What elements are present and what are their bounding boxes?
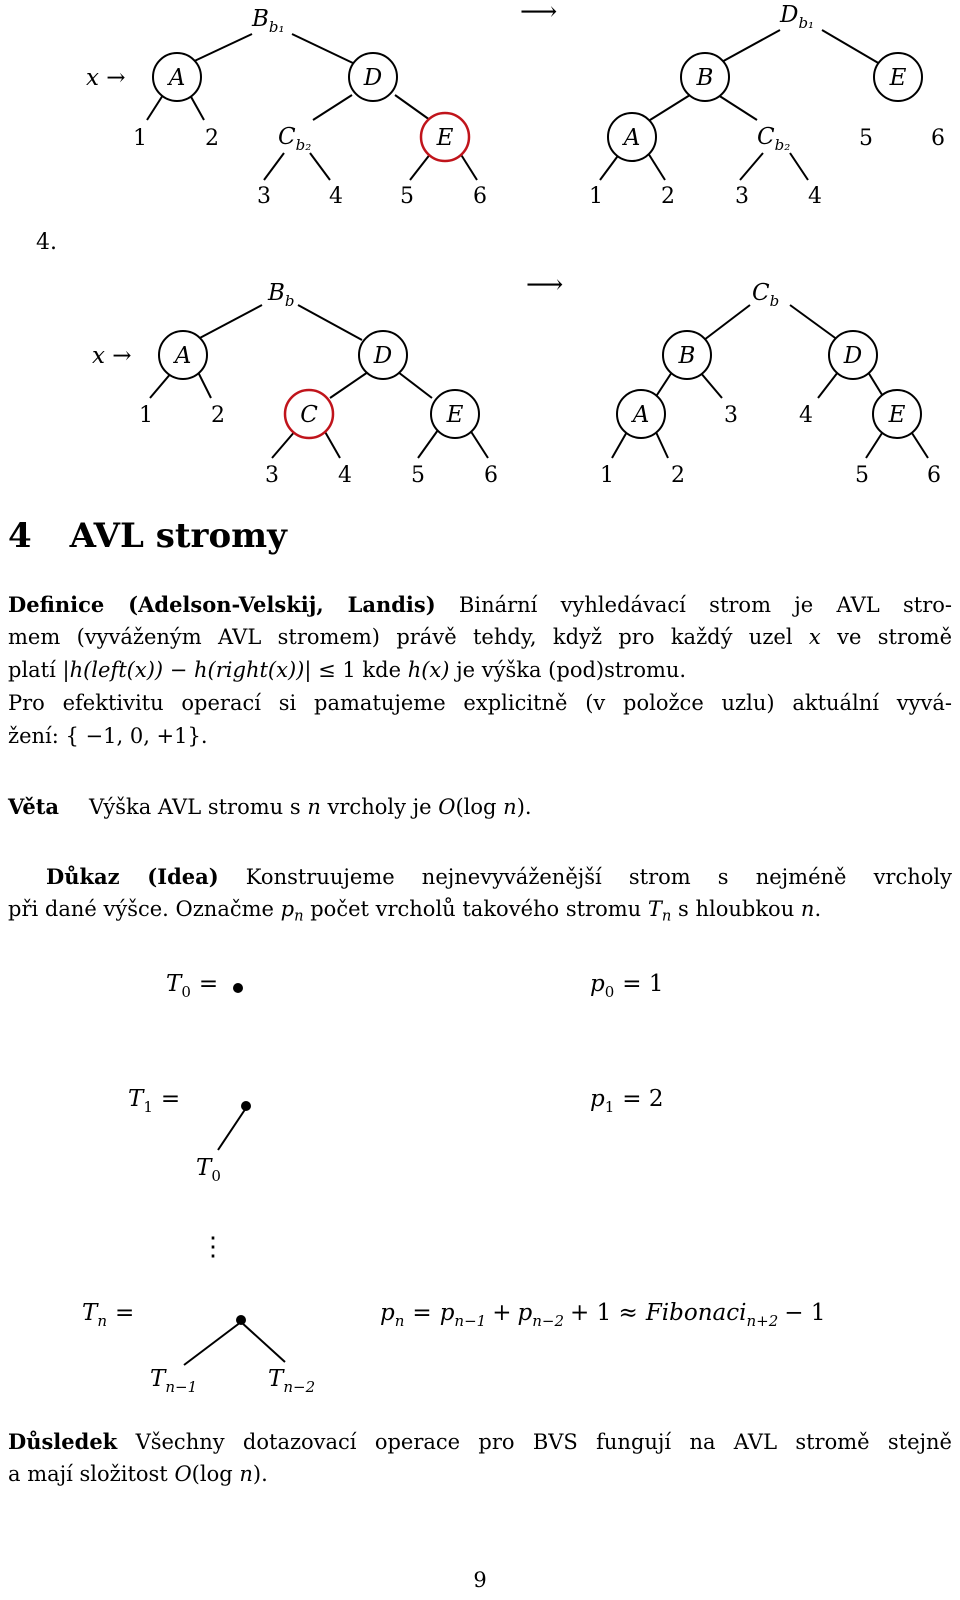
node-label: A bbox=[174, 343, 192, 369]
rotation-arrow: ⟶ bbox=[526, 270, 564, 300]
definition-line: Pro efektivitu operací si pamatujeme explicitně (v položce uzlu) aktuální vyvá- bbox=[8, 691, 952, 715]
leaf-label: 5 bbox=[400, 184, 414, 209]
leaf-label: 6 bbox=[473, 184, 487, 209]
root-label: $C_b$ bbox=[752, 280, 780, 310]
pn-formula: $p_n = p_{n-1} + p_{n-2} + 1$ ≈ Fibonaci$_{n+2}$ − 1 bbox=[380, 1300, 826, 1330]
tn-label: $T_n$ = bbox=[82, 1300, 135, 1330]
definition-label: Definice (Adelson-Velskij, Landis) bbox=[8, 592, 436, 617]
root-label: $B_{b_1}$ bbox=[252, 6, 285, 36]
x-pointer: x → bbox=[86, 65, 126, 91]
node-label: E bbox=[888, 402, 906, 428]
node-label: E bbox=[436, 125, 454, 151]
corollary-label: Důsledek bbox=[8, 1429, 118, 1454]
section-heading bbox=[8, 514, 287, 558]
node-label: D bbox=[373, 343, 393, 369]
section-number: 4 bbox=[8, 516, 32, 556]
definition-line: žení: { −1, 0, +1}. bbox=[8, 724, 208, 748]
node-label: E bbox=[889, 65, 907, 91]
leaf-label: 1 bbox=[589, 184, 603, 209]
node-label: D bbox=[843, 343, 863, 369]
node-label: E bbox=[446, 402, 464, 428]
leaf-label: 4 bbox=[808, 184, 822, 209]
leaf-label: 4 bbox=[329, 184, 343, 209]
leaf-label: 5 bbox=[859, 126, 873, 151]
leaf-label: 1 bbox=[133, 126, 147, 151]
leaf-label: 3 bbox=[257, 184, 271, 209]
top-right-tree bbox=[589, 2, 945, 209]
leaf-label: 3 bbox=[735, 184, 749, 209]
p0-formula: $p_0 = 1$ bbox=[590, 971, 664, 1001]
proof-line: při dané výšce. Označme $p_n$ počet vrcholů takového stromu $T_n$ s hloubkou n. bbox=[8, 897, 822, 925]
single-vertex-dot bbox=[233, 983, 243, 993]
node-label: B bbox=[696, 65, 714, 91]
proof-label: Důkaz (Idea) bbox=[46, 864, 219, 889]
leaf-label: 6 bbox=[484, 463, 498, 488]
node-label: A bbox=[623, 125, 641, 151]
definition-line: mem (vyváženým AVL stromem) právě tehdy, když pro každý uzel x ve stromě bbox=[8, 625, 952, 649]
vertical-dots: ⋮ bbox=[200, 1232, 226, 1262]
definition-line: Definice (Adelson-Velskij, Landis) Binární vyhledávací strom je AVL stro- bbox=[8, 592, 952, 617]
subtree-label: $C_{b_2}$ bbox=[278, 124, 312, 154]
leaf-label: 4 bbox=[799, 403, 813, 428]
t0-label: $T_0$ = bbox=[166, 971, 219, 1001]
recurrence-figure bbox=[82, 971, 825, 1396]
item-number: 4. bbox=[36, 230, 57, 255]
x-pointer: x → bbox=[92, 343, 132, 369]
rotation-arrow: ⟶ bbox=[520, 0, 558, 27]
leaf-label: 6 bbox=[931, 126, 945, 151]
page-number: 9 bbox=[473, 1568, 487, 1592]
leaf-label: 3 bbox=[724, 403, 738, 428]
corollary-line: a mají složitost O(log n). bbox=[8, 1462, 268, 1486]
mid-left-tree bbox=[92, 280, 498, 488]
leaf-label: 1 bbox=[600, 463, 614, 488]
subtree-label: $C_{b_2}$ bbox=[757, 124, 791, 154]
node-label: D bbox=[363, 65, 383, 91]
tn-right-subtree: $T_{n-2}$ bbox=[268, 1366, 316, 1396]
leaf-label: 5 bbox=[411, 463, 425, 488]
proof-line: Důkaz (Idea) Konstruujeme nejnevyváženější strom s nejméně vrcholy bbox=[46, 864, 952, 889]
leaf-label: 5 bbox=[855, 463, 869, 488]
leaf-label: 2 bbox=[671, 463, 685, 488]
theorem: Věta Výška AVL stromu s n vrcholy je O(log n). bbox=[8, 794, 532, 819]
leaf-label: 4 bbox=[338, 463, 352, 488]
p1-formula: $p_1 = 2$ bbox=[590, 1086, 664, 1116]
root-label: $B_b$ bbox=[268, 280, 295, 310]
node-label: A bbox=[168, 65, 186, 91]
node-label: C bbox=[300, 402, 318, 428]
node-label: A bbox=[632, 402, 650, 428]
t1-child-label: $T_0$ bbox=[196, 1155, 221, 1185]
section-title: AVL stromy bbox=[69, 516, 287, 556]
corollary-line: Důsledek Všechny dotazovací operace pro BVS fungují na AVL stromě stejně bbox=[8, 1429, 952, 1454]
leaf-label: 2 bbox=[205, 126, 219, 151]
root-label: $D_{b_1}$ bbox=[780, 2, 815, 32]
tn-left-subtree: $T_{n-1}$ bbox=[150, 1366, 198, 1396]
leaf-label: 1 bbox=[139, 403, 153, 428]
leaf-label: 2 bbox=[661, 184, 675, 209]
top-left-tree bbox=[86, 6, 487, 209]
leaf-label: 6 bbox=[927, 463, 941, 488]
node-label: B bbox=[678, 343, 696, 369]
mid-right-tree bbox=[600, 280, 941, 488]
leaf-label: 2 bbox=[211, 403, 225, 428]
t1-label: $T_1$ = bbox=[128, 1086, 181, 1116]
definition-line: platí |h(left(x)) − h(right(x))| ≤ 1 kde h(x) je výška (pod)stromu. bbox=[8, 658, 687, 682]
leaf-label: 3 bbox=[265, 463, 279, 488]
theorem-label: Věta bbox=[8, 794, 60, 819]
